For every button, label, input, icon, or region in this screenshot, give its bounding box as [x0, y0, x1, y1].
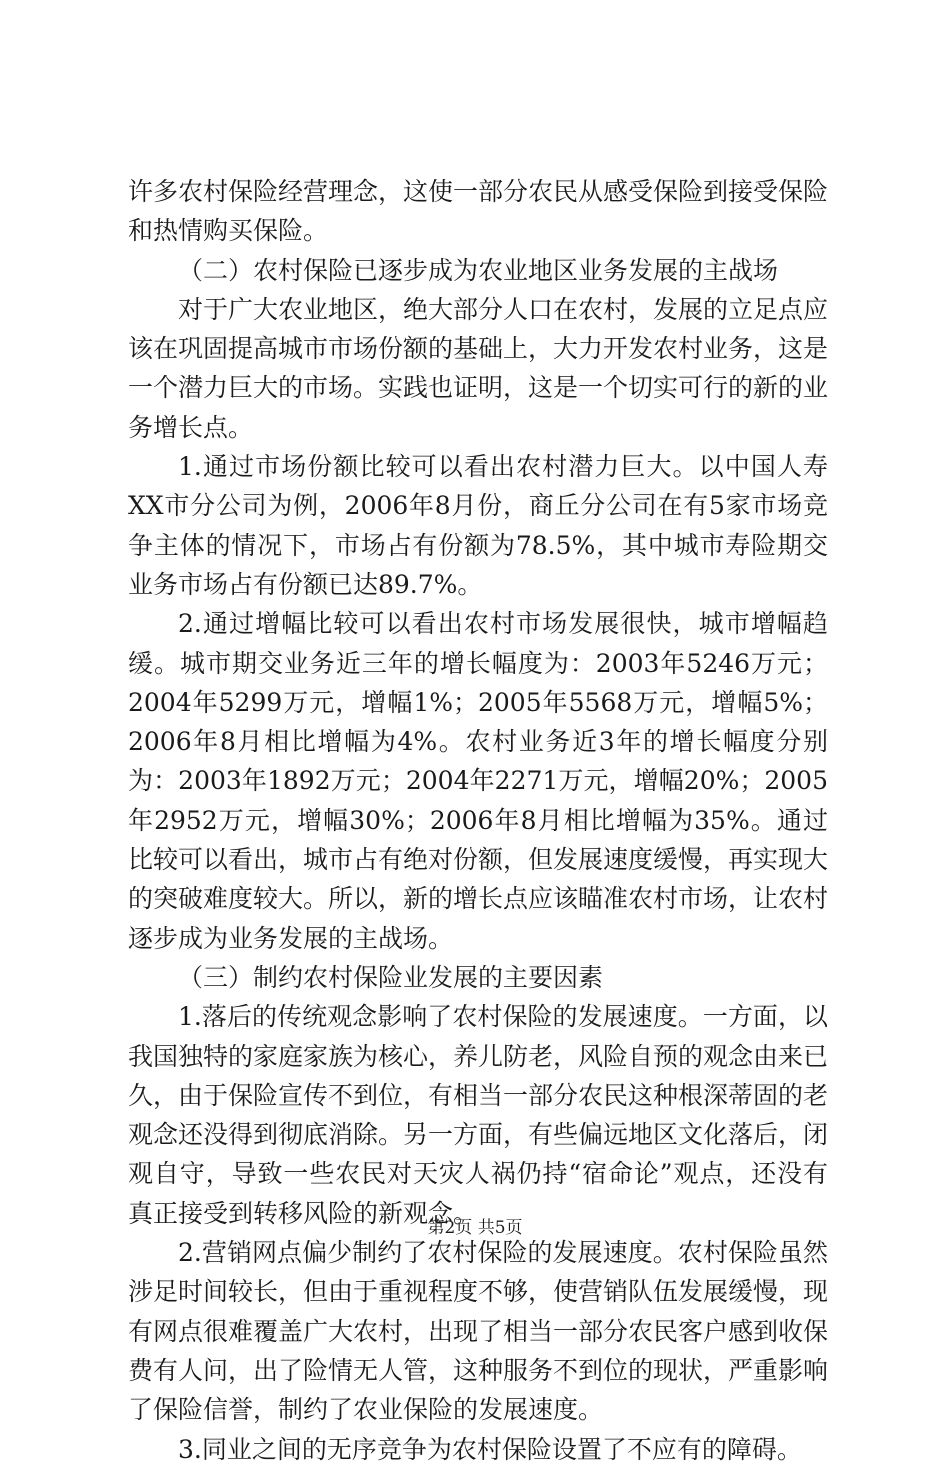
paragraph-continuation: 许多农村保险经营理念，这使一部分农民从感受保险到接受保险和热情购买保险。	[128, 177, 829, 246]
document-body	[128, 172, 828, 1469]
paragraph-rural-focus: 对于广大农业地区，绝大部分人口在农村，发展的立足点应该在巩固提高城市市场份额的基础上，大力开发农村业务，这是一个潜力巨大的市场。实践也证明，这是一个切实可行的新的业务增长点。	[128, 294, 829, 442]
paragraph-sales-outlets: 2.营销网点偏少制约了农村保险的发展速度。农村保险虽然涉足时间较长，但由于重视程度不够，使营销队伍发展缓慢，现有网点很难覆盖广大农村，出现了相当一部分农民客户感到收保费有人问，出了险情无人管，这种服务不到位的现状，严重影响了保险信誉，制约了农业保险的发展速度。	[128, 1238, 829, 1425]
section-heading-2: （二）农村保险已逐步成为农业地区业务发展的主战场	[178, 255, 779, 285]
paragraph-competition: 3.同业之间的无序竞争为农村保险设置了不应有的障碍。	[178, 1434, 802, 1464]
page-footer: 第2页 共5页	[427, 1218, 523, 1238]
section-heading-3: （三）制约农村保险业发展的主要因素	[178, 962, 604, 992]
paragraph-growth-comparison: 2.通过增幅比较可以看出农村市场发展很快，城市增幅趋缓。城市期交业务近三年的增长幅度为：2003年5246万元；2004年5299万元，增幅1%；2005年5568万元，增幅5%；2006年8月相比增幅为4%。农村业务近3年的增长幅度分别为：2003年1892万元；2004年2271万元，增幅20%；2005年2952万元，增幅30%；2006年8月相比增幅为35%。通过比较可以看出，城市占有绝对份额，但发展速度缓慢，再实现大的突破难度较大。所以，新的增长点应该瞄准农村市场，让农村逐步成为业务发展的主战场。	[128, 609, 829, 953]
paragraph-traditional-concepts: 1.落后的传统观念影响了农村保险的发展速度。一方面，以我国独特的家庭家族为核心，养儿防老，风险自预的观念由来已久，由于保险宣传不到位，有相当一部分农民这种根深蒂固的老观念还没得到彻底消除。另一方面，有些偏远地区文化落后，闭观自守，导致一些农民对天灾人祸仍持“宿命论”观点，还没有真正接受到转移风险的新观念。	[128, 1002, 829, 1228]
paragraph-market-share: 1.通过市场份额比较可以看出农村潜力巨大。以中国人寿XX市分公司为例，2006年8月份，商丘分公司在有5家市场竞争主体的情况下，市场占有份额为78.5%，其中城市寿险期交业务市场占有份额已达89.7%。	[128, 452, 828, 599]
